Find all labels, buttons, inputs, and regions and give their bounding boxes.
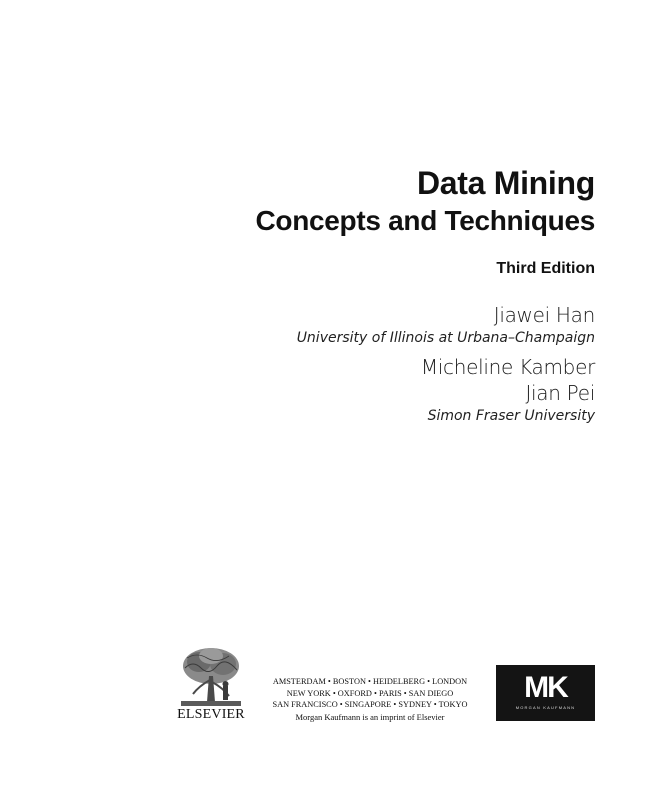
elsevier-logo <box>177 646 245 722</box>
elsevier-tree-icon <box>179 646 243 708</box>
title-block <box>75 163 595 239</box>
author-affiliation: University of Illinois at Urbana–Champaign <box>296 330 595 346</box>
cities-line: NEW YORK • OXFORD • PARIS • SAN DIEGO <box>286 688 454 698</box>
author-name: Micheline Kamber <box>420 355 595 379</box>
author-affiliation: Simon Fraser University <box>427 408 595 424</box>
author-name: Jian Pei <box>525 381 595 405</box>
author-name: Jiawei Han <box>493 303 595 327</box>
edition-label: Third Edition <box>496 260 595 277</box>
imprint-note: Morgan Kaufmann is an imprint of Elsevier <box>295 711 445 722</box>
elsevier-wordmark: ELSEVIER <box>177 707 245 722</box>
mk-logo-letters: MK <box>524 671 567 704</box>
book-subtitle: Concepts and Techniques <box>255 205 595 236</box>
book-title: Data Mining <box>416 165 595 201</box>
publisher-cities <box>270 676 470 723</box>
cities-line: SAN FRANCISCO • SINGAPORE • SYDNEY • TOKYO <box>272 700 468 709</box>
cities-line: AMSTERDAM • BOSTON • HEIDELBERG • LONDON <box>272 677 468 686</box>
morgan-kaufmann-logo <box>496 665 595 721</box>
author-list <box>175 302 595 426</box>
mk-logo-subtext: MORGAN KAUFMANN <box>515 705 576 710</box>
